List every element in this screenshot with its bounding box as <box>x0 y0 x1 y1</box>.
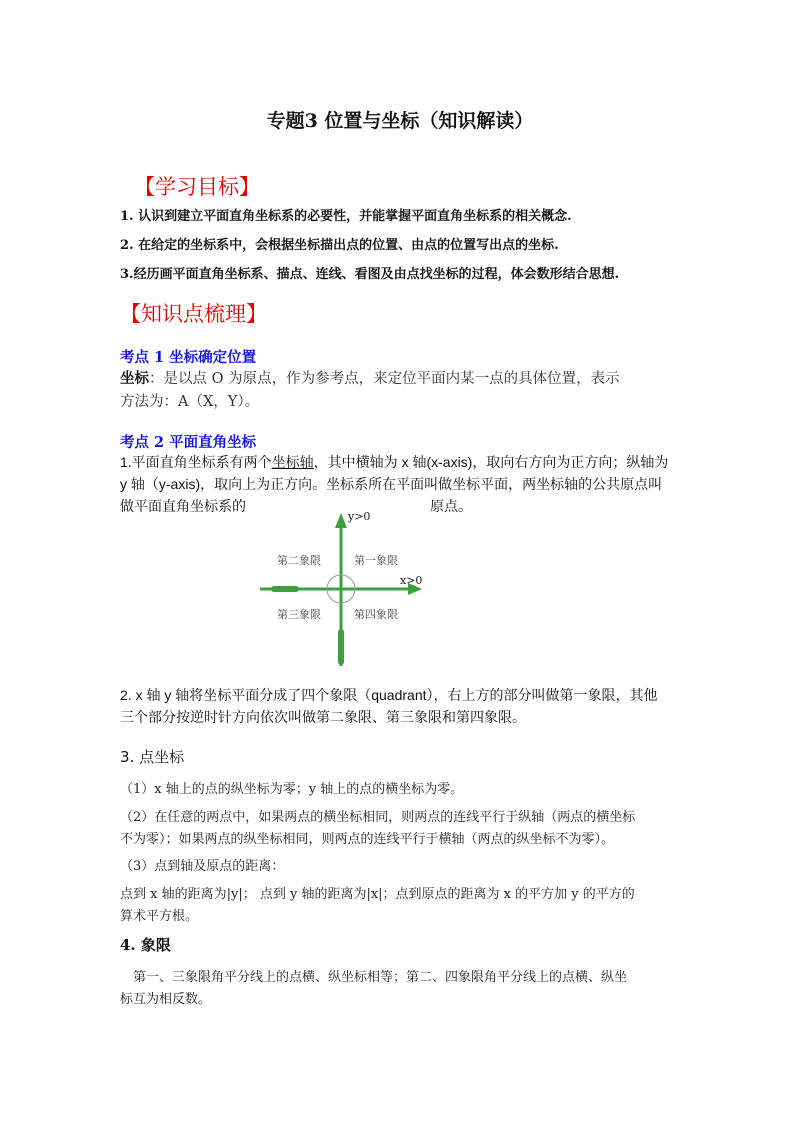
kp2-p2-line-1: 2. x 轴 y 轴将坐标平面分成了四个象限（quadrant），右上方的部分叫做第一象限，其他 <box>120 687 658 703</box>
kp1-term: 坐标 <box>120 370 149 387</box>
coordinate-system-diagram <box>250 506 430 670</box>
x-axis-label: x>0 <box>400 574 423 587</box>
quadrant-3-label: 第三象限 <box>277 608 321 621</box>
s3-dist-line-2: 算术平方根。 <box>120 909 199 924</box>
kp2-p1-line-3-pre: 做平面直角坐标系的 <box>120 498 246 514</box>
kp2-heading: 考点 2 平面直角坐标 <box>120 434 257 451</box>
s3-item-1: （1）x 轴上的点的纵坐标为零；y 轴上的点的横坐标为零。 <box>120 782 464 797</box>
kp1-line-1-text: ：是以点 O 为原点，作为参考点，来定位平面内某一点的具体位置，表示 <box>149 371 620 387</box>
quadrant-1-label: 第一象限 <box>354 554 398 567</box>
section-4-heading: 4. 象限 <box>120 936 171 954</box>
kp2-p1-line-1 <box>120 452 668 472</box>
quadrant-4-label: 第四象限 <box>354 608 398 621</box>
s3-item-2-line-1: （2）在任意的两点中，如果两点的横坐标相同，则两点的连线平行于纵轴（两点的横坐标 <box>120 810 636 825</box>
goals-heading: 【学习目标】 <box>134 175 260 199</box>
points-heading: 【知识点梳理】 <box>120 302 267 326</box>
quadrant-2-label: 第二象限 <box>277 554 321 567</box>
y-axis-arrow-icon <box>335 513 347 528</box>
s3-dist-line-1: 点到 x 轴的距离为|y|； 点到 y 轴的距离为|x|；点到原点的距离为 x 的平方加 y 的平方的 <box>120 887 635 902</box>
goal-item-2: 2. 在给定的坐标系中，会根据坐标描出点的位置、由点的位置写出点的坐标. <box>120 238 559 253</box>
s3-item-2-line-2: 不为零）；如果两点的纵坐标相同，则两点的连线平行于横轴（两点的纵坐标不为零）。 <box>120 832 615 847</box>
kp1-line-1 <box>120 367 620 388</box>
kp1-line-2: 方法为：A（X，Y）。 <box>120 394 260 410</box>
section-3-heading: 3. 点坐标 <box>120 748 185 766</box>
kp2-p2-line-2: 三个部分按逆时针方向依次叫做第二象限、第三象限和第四象限。 <box>120 709 526 725</box>
s3-item-3: （3）点到轴及原点的距离： <box>120 859 285 874</box>
y-axis-label: y>0 <box>348 510 371 523</box>
kp2-p1-line-3-post: 原点。 <box>430 498 472 514</box>
page-title: 专题3 位置与坐标（知识解读） <box>266 110 534 132</box>
kp2-p1-line-1-pre: 1.平面直角坐标系有两个 <box>120 454 272 470</box>
kp1-heading: 考点 1 坐标确定位置 <box>120 349 257 366</box>
goal-item-3: 3.经历画平面直角坐标系、描点、连线、看图及由点找坐标的过程，体会数形结合思想. <box>120 267 620 282</box>
coordinate-axis-link[interactable]: 坐标轴 <box>271 454 314 470</box>
s4-line-2: 标互为相反数。 <box>120 992 212 1007</box>
s4-line-1: 第一、三象限角平分线上的点横、纵坐标相等；第二、四象限角平分线上的点横、纵坐 <box>120 970 628 985</box>
goal-item-1: 1. 认识到建立平面直角坐标系的必要性，并能掌握平面直角坐标系的相关概念. <box>120 209 572 224</box>
kp2-p1-line-2: y 轴（y-axis)，取向上为正方向。坐标系所在平面叫做坐标平面，两坐标轴的公共原点叫 <box>120 476 663 492</box>
kp2-p1-line-1-post: ，其中横轴为 x 轴(x-axis)，取向右方向为正方向；纵轴为 <box>313 454 669 470</box>
